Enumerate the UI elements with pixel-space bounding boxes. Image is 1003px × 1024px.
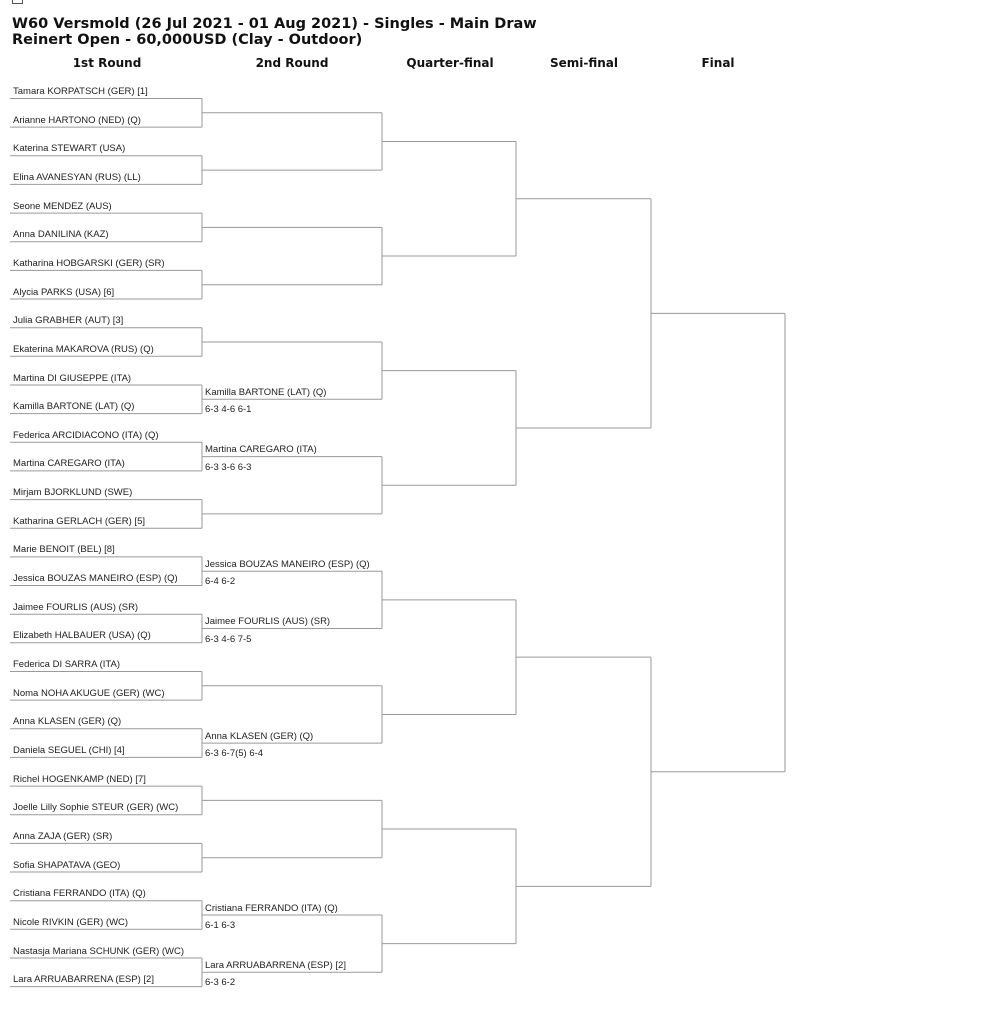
player-name: Nastasja Mariana SCHUNK (GER) (WC) bbox=[13, 945, 185, 957]
player-name: Anna KLASEN (GER) (Q) bbox=[13, 716, 122, 728]
player-name: Martina DI GIUSEPPE (ITA) bbox=[13, 372, 132, 384]
winner-name: Cristiana FERRANDO (ITA) (Q) bbox=[205, 902, 338, 914]
player-name: Daniela SEGUEL (CHI) [4] bbox=[13, 744, 125, 756]
winner-name: Jessica BOUZAS MANEIRO (ESP) (Q) bbox=[205, 558, 370, 570]
player-name: Elina AVANESYAN (RUS) (LL) bbox=[13, 171, 141, 183]
player-name: Arianne HARTONO (NED) (Q) bbox=[13, 114, 141, 126]
player-name: Nicole RIVKIN (GER) (WC) bbox=[13, 916, 129, 928]
player-name: Noma NOHA AKUGUE (GER) (WC) bbox=[13, 687, 165, 699]
match-score: 6-3 4-6 7-5 bbox=[205, 633, 252, 645]
player-name: Sofia SHAPATAVA (GEO) bbox=[13, 859, 121, 871]
player-name: Katharina HOBGARSKI (GER) (SR) bbox=[13, 257, 165, 269]
player-name: Seone MENDEZ (AUS) bbox=[13, 200, 112, 212]
player-name: Mirjam BJORKLUND (SWE) bbox=[13, 487, 133, 499]
player-name: Katerina STEWART (USA) bbox=[13, 143, 126, 155]
player-name: Elizabeth HALBAUER (USA) (Q) bbox=[13, 630, 151, 642]
player-name: Anna DANILINA (KAZ) bbox=[13, 229, 109, 241]
winner-name: Martina CAREGARO (ITA) bbox=[205, 444, 317, 456]
winner-name: Lara ARRUABARRENA (ESP) [2] bbox=[205, 959, 346, 971]
player-name: Katharina GERLACH (GER) [5] bbox=[13, 515, 145, 527]
player-name: Federica DI SARRA (ITA) bbox=[13, 659, 120, 670]
match-score: 6-4 6-2 bbox=[205, 576, 236, 588]
player-name: Julia GRABHER (AUT) [3] bbox=[13, 315, 124, 327]
player-name: Kamilla BARTONE (LAT) (Q) bbox=[13, 401, 135, 413]
player-name: Anna ZAJA (GER) (SR) bbox=[13, 830, 113, 842]
round-header-qf: Quarter-final bbox=[406, 56, 494, 70]
winner-name: Jaimee FOURLIS (AUS) (SR) bbox=[205, 616, 331, 627]
player-name: Federica ARCIDIACONO (ITA) (Q) bbox=[13, 429, 159, 441]
match-score: 6-3 3-6 6-3 bbox=[205, 461, 252, 473]
round-header-final: Final bbox=[701, 56, 735, 70]
player-name: Ekaterina MAKAROVA (RUS) (Q) bbox=[13, 343, 154, 355]
winner-name: Anna KLASEN (GER) (Q) bbox=[205, 730, 314, 742]
player-name: Lara ARRUABARRENA (ESP) [2] bbox=[13, 974, 154, 986]
player-name: Marie BENOIT (BEL) [8] bbox=[13, 544, 115, 556]
draw-subtitle: Reinert Open - 60,000USD (Clay - Outdoor) bbox=[12, 32, 363, 48]
match-score: 6-1 6-3 bbox=[205, 920, 236, 931]
player-name: Cristiana FERRANDO (ITA) (Q) bbox=[13, 888, 146, 900]
winner-name: Kamilla BARTONE (LAT) (Q) bbox=[205, 386, 327, 398]
player-name: Tamara KORPATSCH (GER) [1] bbox=[13, 86, 148, 97]
round-header-1: 1st Round bbox=[72, 56, 142, 70]
player-name: Joelle Lilly Sophie STEUR (GER) (WC) bbox=[13, 802, 179, 814]
round-header-sf: Semi-final bbox=[549, 56, 619, 70]
match-score: 6-3 6-7(5) 6-4 bbox=[205, 748, 264, 760]
player-name: Alycia PARKS (USA) [6] bbox=[13, 286, 115, 298]
player-name: Richel HOGENKAMP (NED) [7] bbox=[13, 773, 146, 785]
match-score: 6-3 4-6 6-1 bbox=[205, 404, 252, 416]
round-header-2: 2nd Round bbox=[255, 56, 329, 70]
player-name: Jessica BOUZAS MANEIRO (ESP) (Q) bbox=[13, 573, 178, 584]
player-name: Martina CAREGARO (ITA) bbox=[13, 458, 125, 470]
player-name: Jaimee FOURLIS (AUS) (SR) bbox=[13, 601, 139, 613]
draw-title: W60 Versmold (26 Jul 2021 - 01 Aug 2021) - Singles - Main Draw bbox=[12, 16, 537, 32]
match-score: 6-3 6-2 bbox=[205, 977, 236, 989]
